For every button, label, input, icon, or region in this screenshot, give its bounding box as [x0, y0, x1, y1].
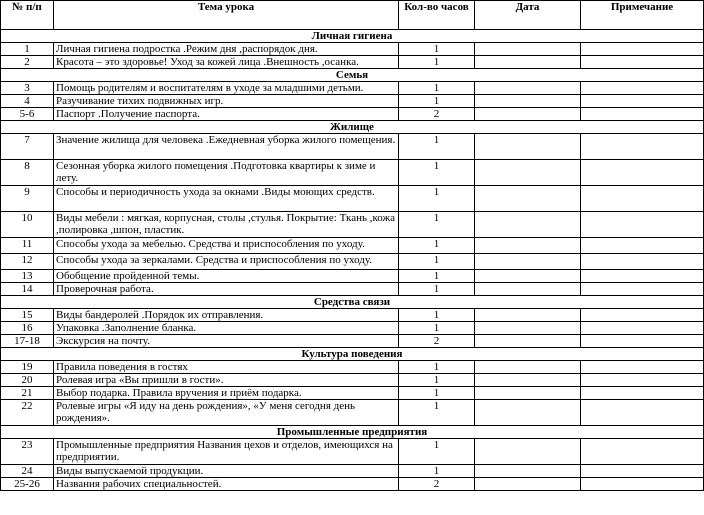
- lesson-topic: Экскурсия на почту.: [54, 335, 399, 348]
- lesson-hours: 1: [399, 361, 475, 374]
- lesson-topic: Промышленные предприятия Названия цехов и отделов, имеющихся на предприятии.: [54, 439, 399, 465]
- lesson-note: [581, 283, 704, 296]
- lesson-note: [581, 478, 704, 491]
- lesson-note: [581, 134, 704, 160]
- header-num: № п/п: [1, 1, 54, 30]
- header-hours: Кол-во часов: [399, 1, 475, 30]
- lesson-date: [475, 270, 581, 283]
- section-title: Жилище: [1, 121, 704, 134]
- lesson-topic: Способы и периодичность ухода за окнами .Виды моющих средств.: [54, 186, 399, 212]
- lesson-number: 3: [1, 82, 54, 95]
- lesson-date: [475, 478, 581, 491]
- lesson-note: [581, 82, 704, 95]
- table-row: [1, 56, 704, 69]
- lesson-date: [475, 134, 581, 160]
- lesson-note: [581, 335, 704, 348]
- lesson-topic: Проверочная работа.: [54, 283, 399, 296]
- table-row: [1, 387, 704, 400]
- lesson-topic: Личная гигиена подростка .Режим дня ,распорядок дня.: [54, 43, 399, 56]
- lesson-number: 20: [1, 374, 54, 387]
- header-note: Примечание: [581, 1, 704, 30]
- lesson-date: [475, 374, 581, 387]
- lesson-hours: 2: [399, 478, 475, 491]
- lesson-topic: Названия рабочих специальностей.: [54, 478, 399, 491]
- table-row: [1, 309, 704, 322]
- table-row: [1, 108, 704, 121]
- lesson-hours: 1: [399, 160, 475, 186]
- lesson-number: 1: [1, 43, 54, 56]
- table-row: [1, 361, 704, 374]
- lesson-number: 21: [1, 387, 54, 400]
- lesson-number: 24: [1, 465, 54, 478]
- lesson-hours: 1: [399, 186, 475, 212]
- lesson-number: 14: [1, 283, 54, 296]
- table-row: [1, 322, 704, 335]
- lesson-note: [581, 56, 704, 69]
- lesson-hours: 1: [399, 283, 475, 296]
- lesson-hours: 1: [399, 309, 475, 322]
- lesson-date: [475, 322, 581, 335]
- lesson-date: [475, 82, 581, 95]
- lesson-note: [581, 387, 704, 400]
- lesson-topic: Сезонная уборка жилого помещения .Подготовка квартиры к зиме и лету.: [54, 160, 399, 186]
- lesson-hours: 1: [399, 134, 475, 160]
- lesson-date: [475, 335, 581, 348]
- lesson-number: 2: [1, 56, 54, 69]
- lesson-hours: 1: [399, 465, 475, 478]
- lesson-topic: Ролевая игра «Вы пришли в гости».: [54, 374, 399, 387]
- lesson-number: 17-18: [1, 335, 54, 348]
- table-row: [1, 374, 704, 387]
- lesson-hours: 1: [399, 374, 475, 387]
- lesson-topic: Красота – это здоровье! Уход за кожей лица .Внешность ,осанка.: [54, 56, 399, 69]
- lesson-date: [475, 254, 581, 270]
- lesson-date: [475, 283, 581, 296]
- section-row: [1, 30, 704, 43]
- lesson-number: 8: [1, 160, 54, 186]
- lesson-hours: 2: [399, 335, 475, 348]
- lesson-number: 10: [1, 212, 54, 238]
- lesson-number: 23: [1, 439, 54, 465]
- table-row: [1, 95, 704, 108]
- lesson-note: [581, 439, 704, 465]
- table-row: [1, 439, 704, 465]
- lesson-topic: Виды мебели : мягкая, корпусная, столы ,стулья. Покрытие: Ткань ,кожа ,полировка ,шпон, пластик.: [54, 212, 399, 238]
- lesson-topic: Помощь родителям и воспитателям в уходе за младшими детьми.: [54, 82, 399, 95]
- lesson-note: [581, 361, 704, 374]
- section-title: Промышленные предприятия: [1, 426, 704, 439]
- lesson-topic: Паспорт .Получение паспорта.: [54, 108, 399, 121]
- section-title: Личная гигиена: [1, 30, 704, 43]
- lesson-note: [581, 238, 704, 254]
- lesson-number: 16: [1, 322, 54, 335]
- lesson-topic: Правила поведения в гостях: [54, 361, 399, 374]
- lesson-date: [475, 387, 581, 400]
- lesson-number: 22: [1, 400, 54, 426]
- lesson-number: 12: [1, 254, 54, 270]
- lesson-note: [581, 270, 704, 283]
- lesson-date: [475, 186, 581, 212]
- lesson-topic: Виды выпускаемой продукции.: [54, 465, 399, 478]
- lesson-number: 13: [1, 270, 54, 283]
- lesson-note: [581, 212, 704, 238]
- table-row: [1, 186, 704, 212]
- lesson-number: 19: [1, 361, 54, 374]
- lesson-note: [581, 374, 704, 387]
- table-row: [1, 270, 704, 283]
- lesson-note: [581, 254, 704, 270]
- lesson-number: 4: [1, 95, 54, 108]
- table-row: [1, 465, 704, 478]
- lesson-hours: 1: [399, 212, 475, 238]
- section-row: [1, 296, 704, 309]
- lesson-date: [475, 212, 581, 238]
- lesson-note: [581, 309, 704, 322]
- lesson-topic: Способы ухода за зеркалами. Средства и приспособления по уходу.: [54, 254, 399, 270]
- section-row: [1, 348, 704, 361]
- lesson-hours: 1: [399, 400, 475, 426]
- section-row: [1, 426, 704, 439]
- lesson-date: [475, 361, 581, 374]
- section-title: Средства связи: [1, 296, 704, 309]
- table-row: [1, 212, 704, 238]
- lesson-note: [581, 400, 704, 426]
- lesson-date: [475, 400, 581, 426]
- lesson-date: [475, 238, 581, 254]
- lesson-number: 25-26: [1, 478, 54, 491]
- lesson-topic: Значение жилища для человека .Ежедневная уборка жилого помещения.: [54, 134, 399, 160]
- lesson-topic: Обобщение пройденной темы.: [54, 270, 399, 283]
- lesson-note: [581, 95, 704, 108]
- lesson-hours: 1: [399, 254, 475, 270]
- section-title: Семья: [1, 69, 704, 82]
- lesson-topic: Выбор подарка. Правила вручения и приём подарка.: [54, 387, 399, 400]
- lesson-note: [581, 322, 704, 335]
- lesson-hours: 1: [399, 238, 475, 254]
- lesson-date: [475, 309, 581, 322]
- lesson-date: [475, 108, 581, 121]
- lesson-hours: 1: [399, 270, 475, 283]
- header-topic: Тема урока: [54, 1, 399, 30]
- header-row: [1, 1, 704, 30]
- table-row: [1, 335, 704, 348]
- table-row: [1, 134, 704, 160]
- table-row: [1, 238, 704, 254]
- lesson-note: [581, 160, 704, 186]
- lesson-hours: 1: [399, 82, 475, 95]
- lesson-hours: 1: [399, 43, 475, 56]
- lesson-number: 15: [1, 309, 54, 322]
- lesson-date: [475, 439, 581, 465]
- lesson-date: [475, 160, 581, 186]
- lesson-date: [475, 465, 581, 478]
- section-row: [1, 121, 704, 134]
- table-row: [1, 43, 704, 56]
- lesson-hours: 2: [399, 108, 475, 121]
- table-row: [1, 160, 704, 186]
- lesson-note: [581, 43, 704, 56]
- lesson-hours: 1: [399, 322, 475, 335]
- lesson-note: [581, 186, 704, 212]
- header-date: Дата: [475, 1, 581, 30]
- table-row: [1, 254, 704, 270]
- section-title: Культура поведения: [1, 348, 704, 361]
- lesson-date: [475, 56, 581, 69]
- lesson-topic: Виды бандеролей .Порядок их отправления.: [54, 309, 399, 322]
- table-row: [1, 478, 704, 491]
- lesson-hours: 1: [399, 439, 475, 465]
- table-row: [1, 283, 704, 296]
- lesson-number: 7: [1, 134, 54, 160]
- lesson-topic: Разучивание тихих подвижных игр.: [54, 95, 399, 108]
- lesson-topic: Способы ухода за мебелью. Средства и приспособления по уходу.: [54, 238, 399, 254]
- lesson-hours: 1: [399, 56, 475, 69]
- section-row: [1, 69, 704, 82]
- lesson-number: 9: [1, 186, 54, 212]
- lesson-number: 11: [1, 238, 54, 254]
- lesson-topic: Ролевые игры «Я иду на день рождения», «У меня сегодня день рождения».: [54, 400, 399, 426]
- lesson-topic: Упаковка .Заполнение бланка.: [54, 322, 399, 335]
- lesson-note: [581, 108, 704, 121]
- lesson-date: [475, 43, 581, 56]
- lesson-number: 5-6: [1, 108, 54, 121]
- lesson-note: [581, 465, 704, 478]
- lesson-hours: 1: [399, 95, 475, 108]
- lesson-hours: 1: [399, 387, 475, 400]
- table-row: [1, 400, 704, 426]
- lesson-date: [475, 95, 581, 108]
- table-row: [1, 82, 704, 95]
